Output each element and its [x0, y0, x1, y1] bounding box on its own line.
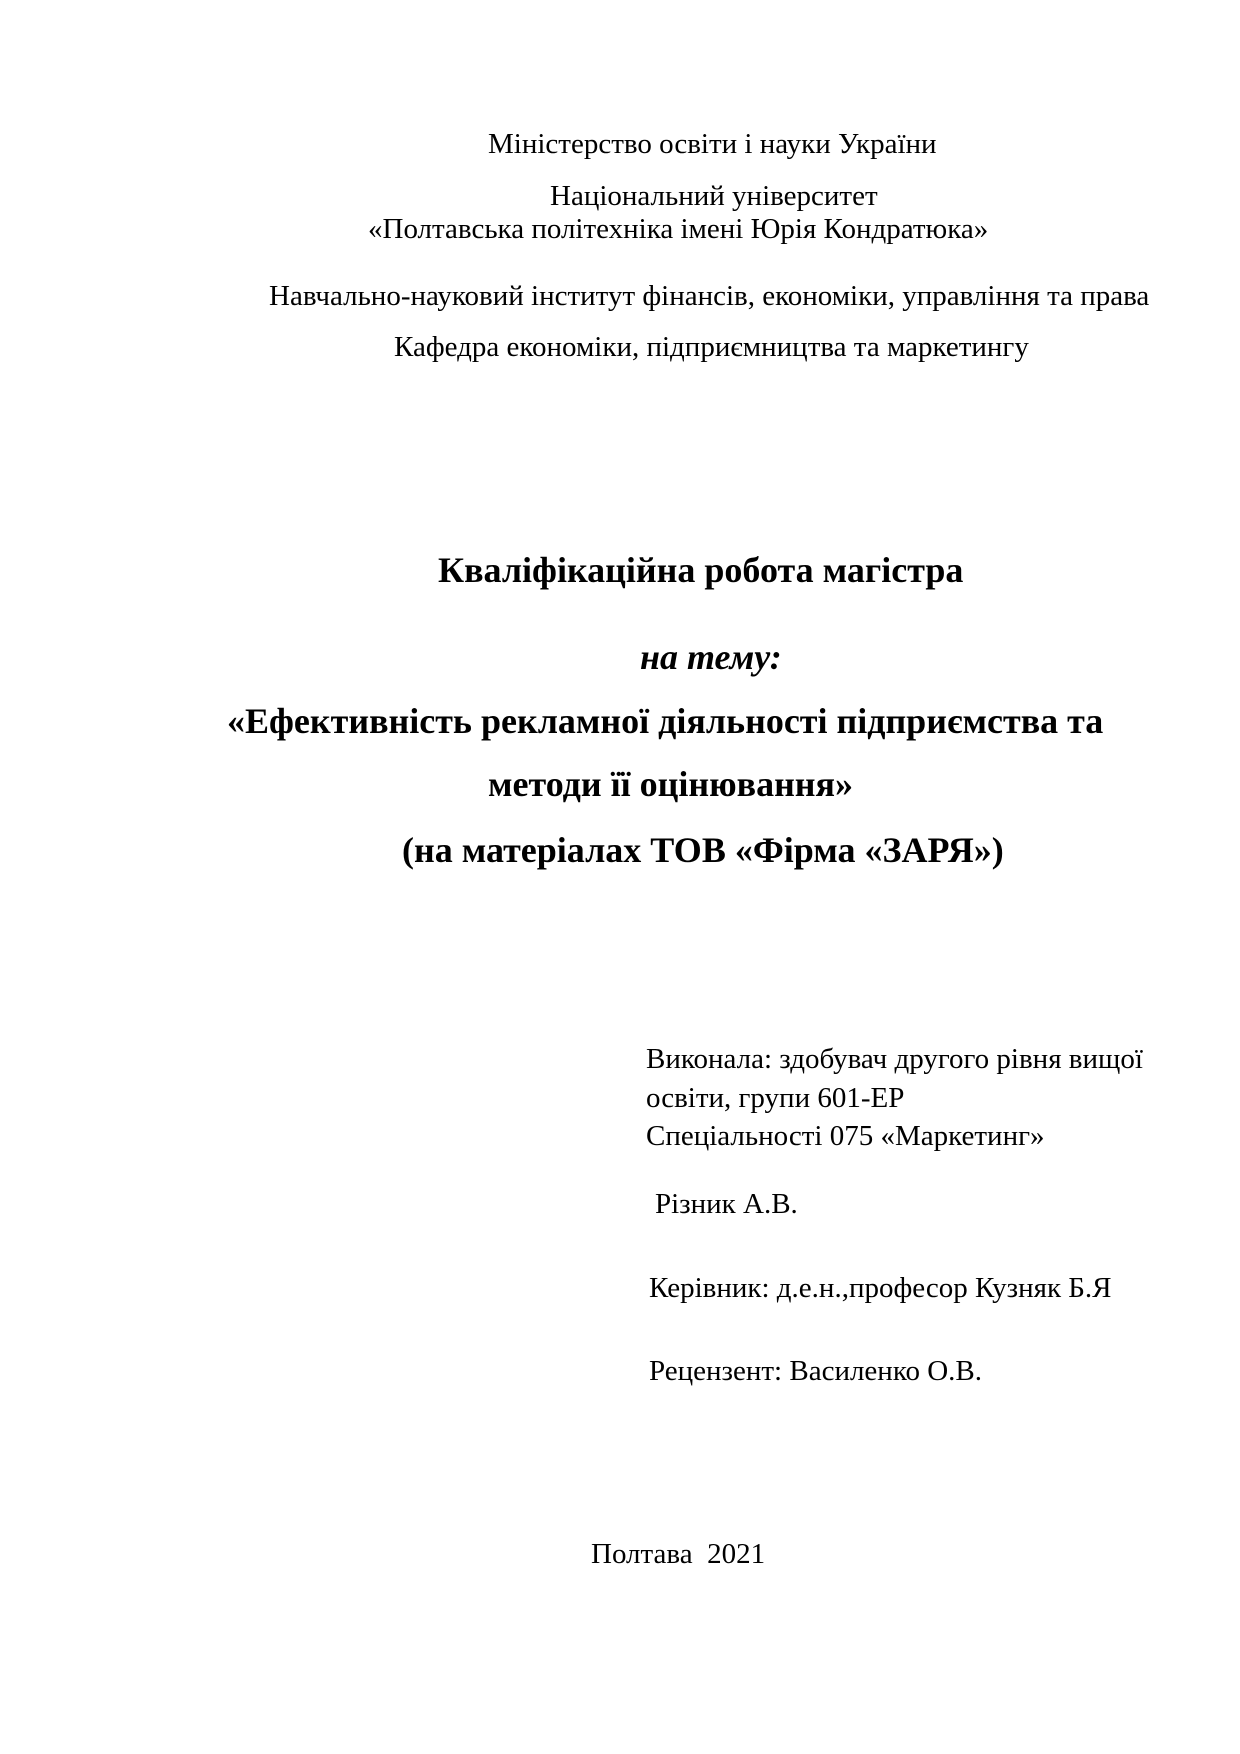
- topic-line-1: «Ефективність рекламної діяльності підприємства та: [227, 701, 1104, 741]
- specialty-line: Спеціальності 075 «Маркетинг»: [646, 1120, 1045, 1152]
- university-line-2: «Полтавська політехніка імені Юрія Кондратюка»: [368, 213, 989, 245]
- department-line: Кафедра економіки, підприємництва та маркетингу: [394, 331, 1029, 363]
- work-type-title: Кваліфікаційна робота магістра: [438, 550, 964, 590]
- performed-by-line-2: освіти, групи 601-ЕР: [646, 1082, 905, 1114]
- topic-line-3: (на матеріалах ТОВ «Фірма «ЗАРЯ»): [402, 830, 1004, 870]
- topic-label: на тему:: [640, 637, 782, 677]
- city-year: Полтава 2021: [591, 1538, 766, 1570]
- topic-line-2: методи її оцінювання»: [488, 764, 854, 804]
- institute-line: Навчально-науковий інститут фінансів, економіки, управління та права: [269, 280, 1150, 312]
- reviewer-line: Рецензент: Василенко О.В.: [649, 1355, 982, 1387]
- university-line-1: Національний університет: [550, 180, 878, 212]
- student-name: Різник А.В.: [655, 1188, 798, 1220]
- ministry-line: Міністерство освіти і науки України: [488, 128, 937, 160]
- performed-by-line-1: Виконала: здобувач другого рівня вищої: [646, 1043, 1143, 1075]
- supervisor-line: Керівник: д.е.н.,професор Кузняк Б.Я: [649, 1272, 1112, 1304]
